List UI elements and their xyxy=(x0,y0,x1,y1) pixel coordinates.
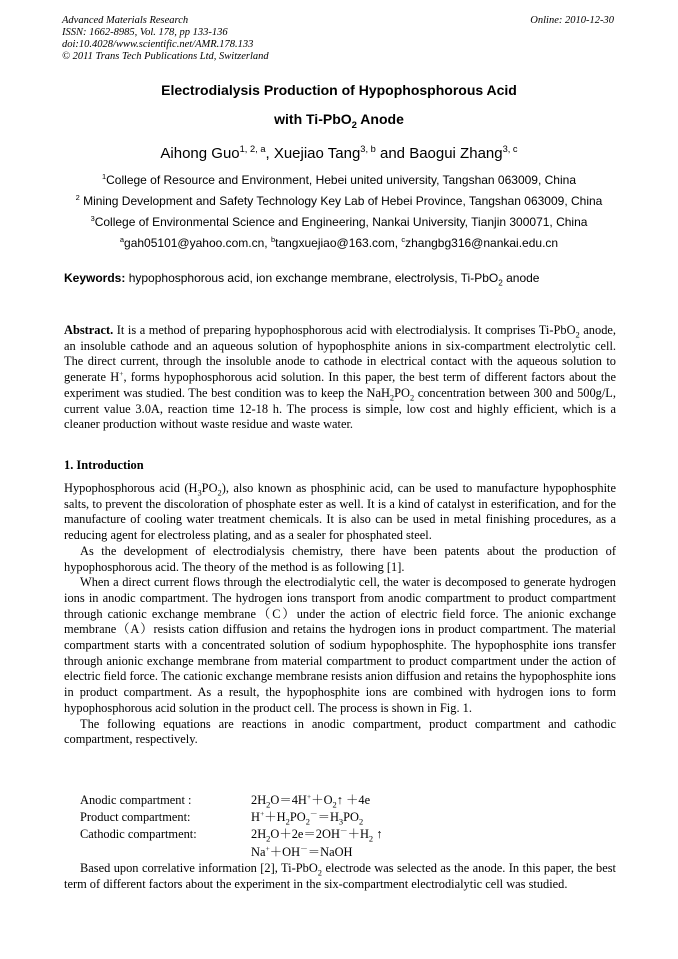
equation-label: Cathodic compartment: xyxy=(80,827,197,841)
equation-formula: Na+＋OH－＝NaOH xyxy=(251,843,353,859)
equation-label: Anodic compartment : xyxy=(80,793,192,807)
affiliation-1: $^1$College of Resource and Environment, Hebei united university, Tangshan 063009, China xyxy=(102,172,576,187)
paragraph: When a direct current flows through the electrodialytic cell, the water is decomposed to generate hydrogen ions in anodic compartment. The hydrogen ions transport from anodic compartment to product compartment through cationic exchange membrane（C）under the action of electric field force. The anionic exchange membrane（A）resists cation diffusion and retains the hydrogen ions in product compartment. The material compartment starts with a concentrated solution of sodium hypophosphite. The hypophosphite ions transfer through anionic exchange membrane from material compartment to product compartment under the action of electric field force. The cationic exchange membrane resists anion diffusion and retains the hypophosphite ions in product compartment. As a result, the hypophosphite ions are combined with hydrogen ions to form hypophosphorous acid solution in the product cell. The process is shown in Fig. 1. xyxy=(64,575,616,715)
doi-line: doi:10.4028/www.scientific.net/AMR.178.133 xyxy=(62,39,254,50)
journal-header xyxy=(62,15,269,63)
equation-formula: $2H_2O+2e=2OH^-+H_2$ ↑ xyxy=(251,825,383,844)
paragraph: Based upon correlative information [2], Ti-PbO$_2$ electrode was selected as the anode. In this paper, the best term of different factors about the experiment in the six-compartment electrodialytic cell was studied. xyxy=(64,861,616,891)
email-line: $^a$gah05101@yahoo.com.cn, $^b$tangxuejiao@163.com, $^c$zhangbg316@nankai.edu.cn xyxy=(119,235,559,250)
online-date: Online: 2010-12-30 xyxy=(530,15,614,26)
introduction-body xyxy=(64,481,616,748)
paragraph: The following equations are reactions in anodic compartment, product compartment and cathodic compartment, respectively. xyxy=(64,716,616,747)
keywords-label: Keywords: xyxy=(64,271,126,285)
journal-name: Advanced Materials Research xyxy=(62,15,189,26)
equation-formula: $H^++H_2PO_2^-=H_3PO_2$ xyxy=(251,808,364,827)
affiliation-3: $^3$College of Environmental Science and Engineering, Nankai University, Tianjin 300071, China xyxy=(90,214,588,229)
paper-title-line2: with Ti-PbO$_2$ Anode xyxy=(274,111,404,131)
email-link[interactable]: zhangbg316@nankai.edu.cn xyxy=(405,236,559,250)
equation-formula: $2H_2O=4H^++O_2↑ +4e$ xyxy=(251,791,371,810)
copyright-line: © 2011 Trans Tech Publications Ltd, Switzerland xyxy=(62,51,269,62)
author-name: Aihong Guo xyxy=(160,145,240,162)
paper-title-line1: Electrodialysis Production of Hypophosphorous Acid xyxy=(161,82,517,98)
closing-paragraph xyxy=(64,861,616,892)
keywords: Keywords: hypophosphorous acid, ion exchange membrane, electrolysis, Ti-PbO$_2$ anode xyxy=(64,271,540,288)
issn-line: ISSN: 1662-8985, Vol. 178, pp 133-136 xyxy=(62,27,228,38)
equation-label: Product compartment: xyxy=(80,810,191,824)
author-name: Baogui Zhang xyxy=(409,145,503,162)
paragraph: Hypophosphorous acid $(H_3PO_2)$, also known as phosphinic acid, can be used to manufacture hypophosphite salts, to prevent the discoloration of phosphate ester as well. It is a kind of catalyst in esterification, and for the manufacture of cooling water treatment chemicals. It is also can be used in metal finishing procedures, as a reducing agent for electroless plating, and as a sealer for phosphated steel. xyxy=(64,481,616,543)
section-heading-introduction: 1. Introduction xyxy=(64,458,144,472)
email-link[interactable]: gah05101@yahoo.com.cn, xyxy=(124,236,271,250)
author-name: Xuejiao Tang xyxy=(273,145,361,162)
author-list: Aihong Guo$^{1, 2, a}$, Xuejiao Tang$^{3, b}$ and Baogui Zhang$^{3, c}$ xyxy=(160,144,518,162)
affiliation-2: $^2$ Mining Development and Safety Technology Key Lab of Hebei Province, Tangshan 063009, China xyxy=(75,193,603,208)
email-link[interactable]: tangxuejiao@163.com, xyxy=(275,236,402,250)
paragraph: As the development of electrodialysis chemistry, there have been patents about the production of hypophosphorous acid. The theory of the method is as following [1]. xyxy=(64,543,616,574)
abstract-label: Abstract. xyxy=(64,323,114,337)
abstract: Abstract. It is a method of preparing hypophosphorous acid with electrodialysis. It comprises Ti-PbO$_2$ anode, an insoluble cathode and an aqueous solution of hypophosphite anions in six-compartment electrolytic cell. The direct current, through the insoluble anode to cathode in electrical contact with the aqueous solution to generate H+, forms hypophosphorous acid solution. In this paper, the best term of different factors about the experiment was studied. The best condition was to keep the $NaH_2PO_2$ concentration between 300 and 500g/L, current value 3.0A, reaction time 12-18 h. The process is simple, low cost and highly efficient, which is a cleaner production without waste residue and waste water. xyxy=(64,323,616,432)
